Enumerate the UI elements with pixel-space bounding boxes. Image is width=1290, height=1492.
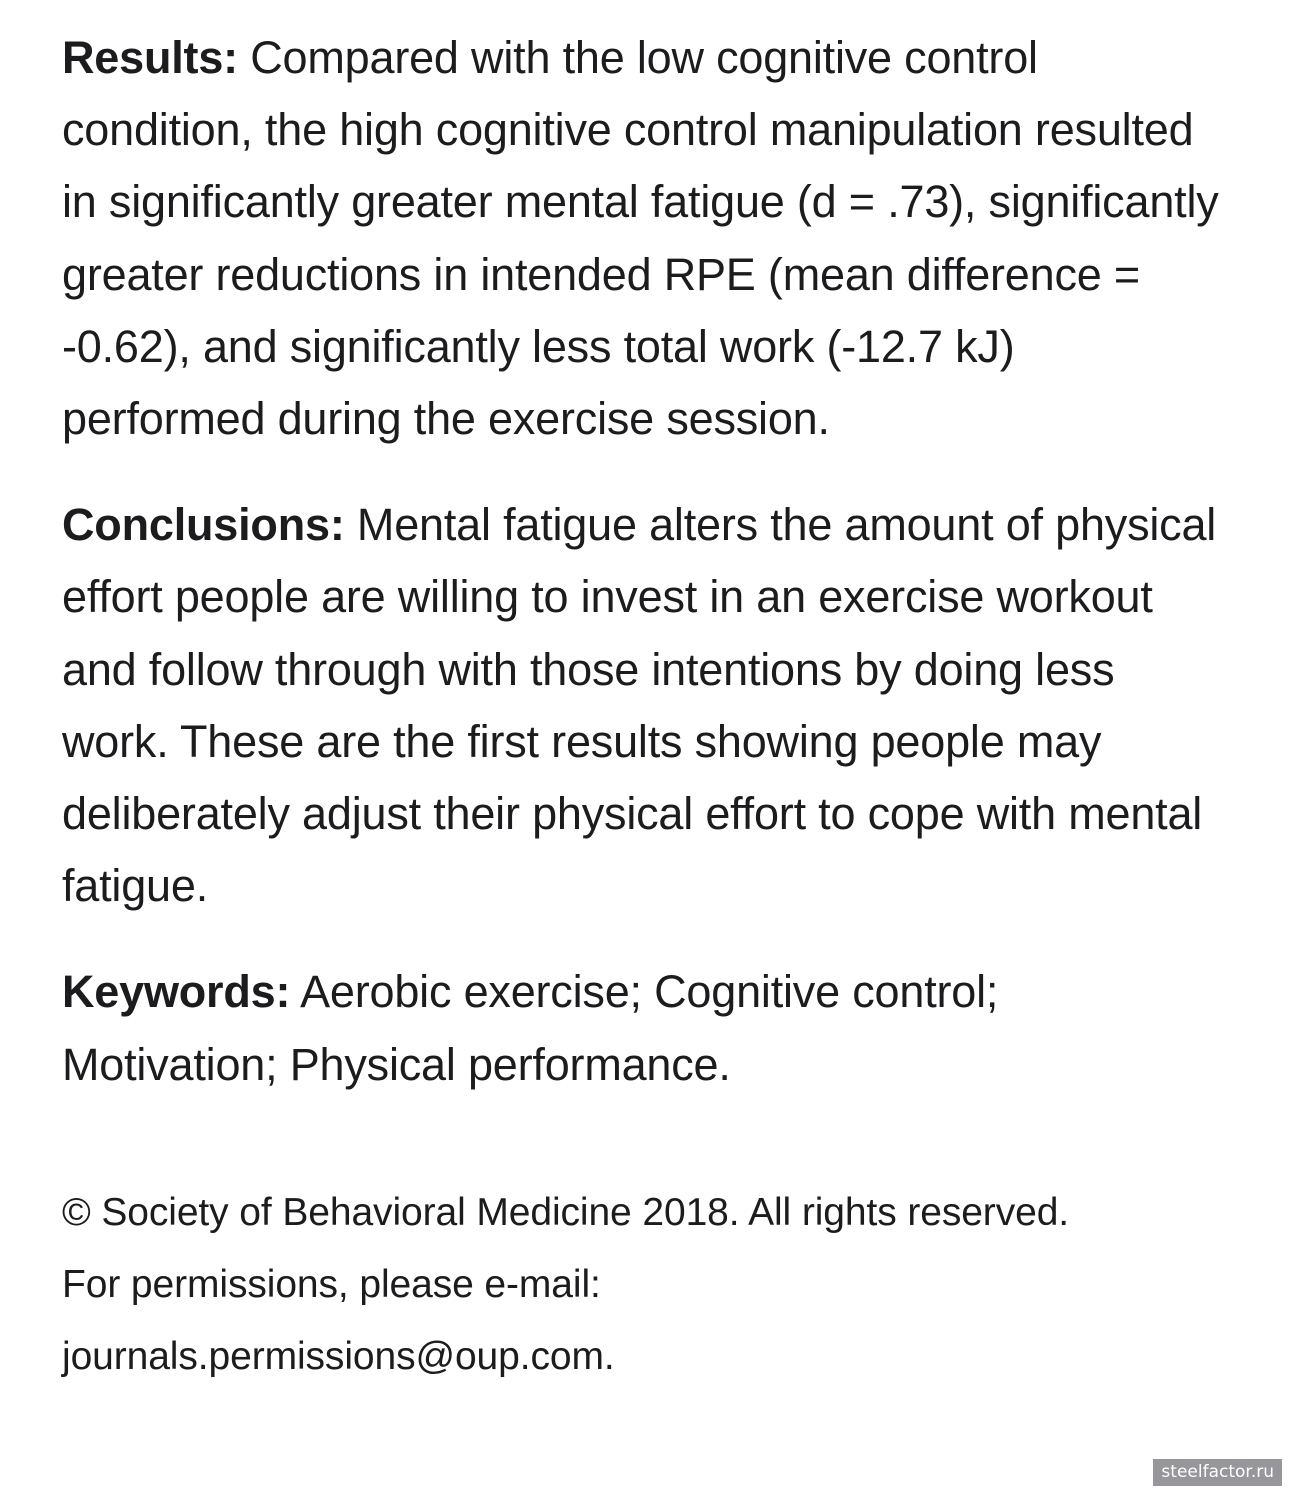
keywords-label: Keywords: bbox=[62, 966, 291, 1018]
results-text: Compared with the low cognitive control condition, the high cognitive control manipulation resulted in significantly greater mental fatigue (d = .73), significantly greater reductions in intended RPE (mean difference = -0.62), and significantly less total work (-12.7 kJ) performed during the exercise session. bbox=[62, 32, 1219, 445]
abstract-content bbox=[62, 22, 1222, 1393]
permissions-line: For permissions, please e-mail: bbox=[62, 1262, 601, 1306]
watermark: steelfactor.ru bbox=[1153, 1459, 1282, 1486]
conclusions-text: Mental fatigue alters the amount of physical effort people are willing to invest in an exercise workout and follow through with those intentions by doing less work. These are the first results showing people may deliberately adjust their physical effort to cope with mental fatigue. bbox=[62, 499, 1217, 912]
results-paragraph bbox=[62, 22, 1222, 455]
keywords-paragraph bbox=[62, 956, 1222, 1100]
copyright-notice bbox=[62, 1177, 1222, 1393]
results-label: Results: bbox=[62, 32, 238, 83]
conclusions-paragraph bbox=[62, 489, 1222, 922]
keywords-text: Aerobic exercise; Cognitive control; Motivation; Physical performance. bbox=[62, 966, 999, 1090]
conclusions-label: Conclusions: bbox=[62, 499, 345, 551]
permissions-email: journals.permissions@oup.com. bbox=[62, 1334, 615, 1378]
copyright-line: © Society of Behavioral Medicine 2018. All rights reserved. bbox=[62, 1190, 1070, 1234]
